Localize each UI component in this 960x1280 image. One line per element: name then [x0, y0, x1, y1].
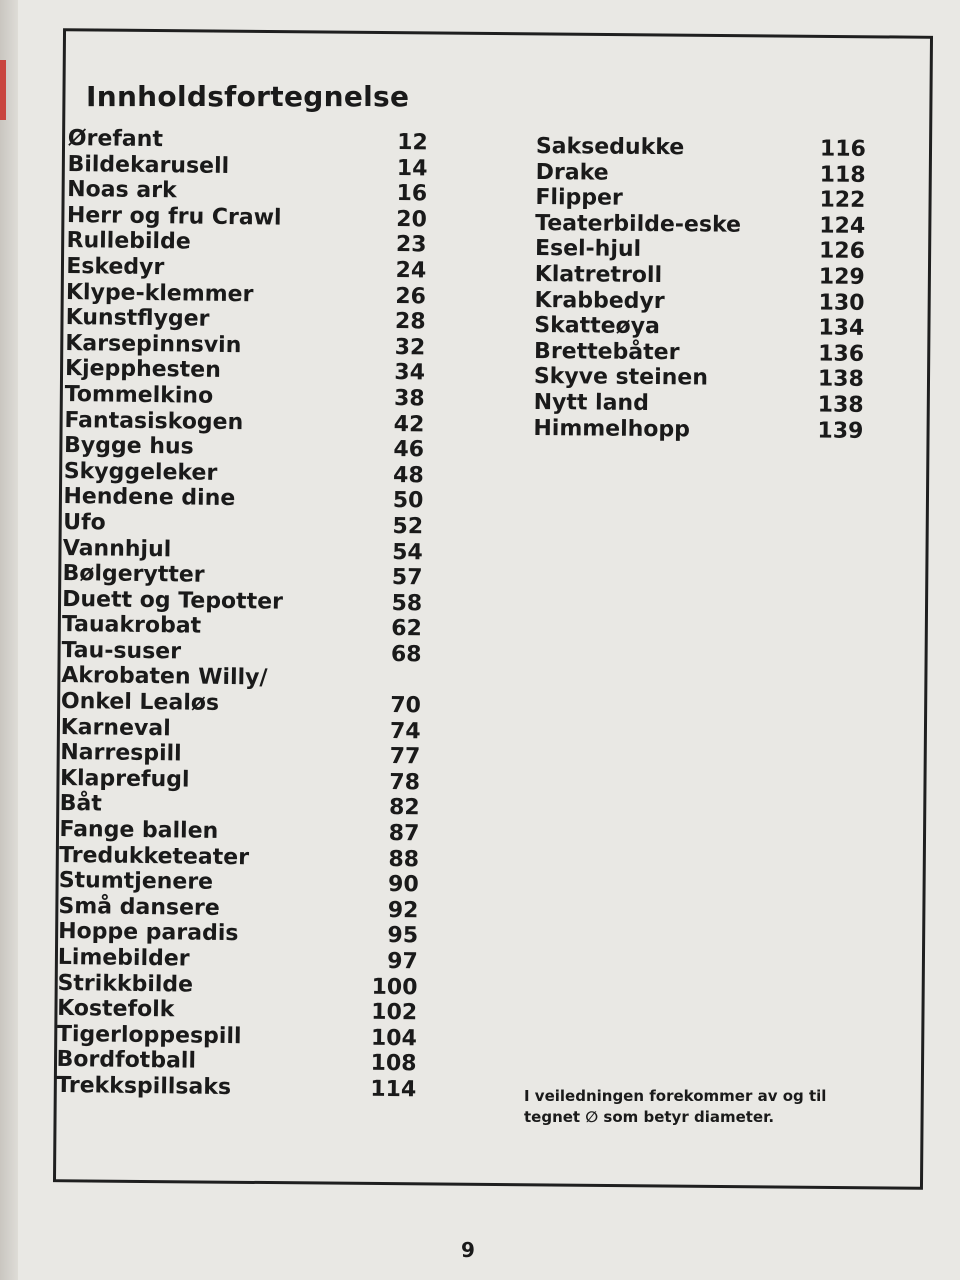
toc-entry-label: Båt: [59, 791, 103, 817]
note-line-2: tegnet ∅ som betyr diameter.: [524, 1108, 775, 1126]
toc-entry-label: Esel-hjul: [534, 236, 642, 263]
toc-entry-label: Kunstflyger: [65, 305, 210, 332]
toc-entry-page-number: 38: [393, 385, 425, 412]
toc-entry-label: Små dansere: [58, 893, 220, 921]
toc-entry: [535, 185, 865, 213]
toc-entry-label: Onkel Lealøs: [60, 689, 220, 716]
toc-entry-label: Trekkspillsaks: [56, 1072, 232, 1101]
toc-entry-page-number: 108: [370, 1051, 417, 1077]
toc-entry-page-number: 57: [391, 565, 423, 591]
toc-entry: [536, 134, 866, 162]
toc-entry-label: Tigerloppespill: [56, 1021, 242, 1049]
toc-entry: [536, 160, 866, 188]
toc-entry-label: Kjepphesten: [64, 356, 221, 384]
toc-entry: [535, 211, 865, 239]
toc-entry: [535, 236, 865, 264]
toc-entry-page-number: 92: [387, 897, 419, 924]
toc-entry-page-number: 24: [395, 257, 427, 284]
toc-entry-label: Klatretroll: [534, 261, 663, 289]
toc-entry-page-number: 77: [389, 744, 421, 770]
toc-entry-label: Tau-suser: [61, 637, 182, 665]
toc-entry-page-number: 20: [396, 206, 428, 233]
toc-entry-page-number: 34: [394, 360, 426, 386]
toc-entry-page-number: 139: [817, 417, 864, 444]
toc-entry-label: Skatteøya: [534, 313, 661, 340]
toc-title: Innholdsfortegnelse: [86, 80, 410, 113]
toc-entry-page-number: 16: [396, 181, 428, 207]
toc-entry-page-number: 90: [387, 872, 419, 898]
toc-entry-label: Bygge hus: [63, 433, 194, 460]
toc-entry-label: Tredukketeater: [58, 842, 250, 870]
toc-entry-label: Vannhjul: [62, 535, 172, 562]
toc-entry-page-number: 129: [818, 264, 865, 290]
toc-entry-label: Kostefolk: [57, 996, 175, 1023]
toc-entry-page-number: 23: [395, 232, 427, 258]
toc-entry: [534, 364, 864, 392]
toc-entry-label: Hendene dine: [63, 484, 236, 512]
toc-entry-label: Tauakrobat: [61, 612, 202, 639]
toc-entry-label: Eskedyr: [66, 253, 165, 281]
toc-entry-label: Ufo: [63, 509, 106, 536]
toc-entry-page-number: 100: [371, 974, 418, 1000]
toc-entry-page-number: [373, 686, 421, 687]
toc-entry-page-number: 122: [819, 187, 866, 214]
toc-entry-page-number: 46: [393, 437, 425, 463]
toc-entry-page-number: 95: [387, 923, 419, 949]
toc-entry-label: Strikkbilde: [57, 970, 194, 998]
toc-entry-label: Tommelkino: [64, 381, 214, 409]
note-line-1: I veiledningen forekommer av og til: [524, 1087, 827, 1105]
book-page: [18, 0, 960, 1280]
toc-entry-label: Duett og Tepotter: [62, 586, 284, 615]
toc-entry-label: Karneval: [60, 714, 171, 741]
toc-entry-page-number: 124: [819, 213, 866, 239]
toc-entry-label: Saksedukke: [535, 134, 685, 161]
toc-entry-page-number: 32: [394, 334, 426, 361]
toc-entry: [534, 288, 864, 316]
toc-entry-page-number: 126: [818, 238, 866, 265]
toc-entry: [534, 313, 864, 341]
toc-entry-page-number: 54: [392, 539, 423, 565]
toc-entry: [534, 339, 864, 367]
toc-entry: [60, 766, 420, 796]
diameter-note: [524, 1086, 854, 1128]
toc-entry-page-number: 68: [390, 641, 422, 668]
toc-entry-page-number: 48: [392, 462, 424, 489]
toc-entry-label: Fantasiskogen: [64, 407, 244, 435]
toc-entry-label: Nytt land: [533, 389, 650, 416]
toc-entry-page-number: 116: [819, 136, 866, 162]
toc-entry-page-number: 97: [387, 948, 418, 975]
toc-entry-page-number: 78: [389, 769, 421, 796]
toc-entry-page-number: 26: [395, 283, 427, 309]
toc-entry-label: Fange ballen: [59, 816, 219, 844]
toc-entry-label: Akrobaten Willy/: [61, 663, 268, 691]
toc-entry-label: Bølgerytter: [62, 561, 205, 588]
toc-entry-page-number: 50: [392, 488, 424, 514]
toc-entry-page-number: 52: [392, 513, 424, 540]
toc-entry-page-number: 138: [817, 366, 864, 393]
toc-entry-page-number: 12: [397, 130, 428, 156]
toc-entry: [56, 1073, 416, 1103]
toc-entry-label: Bildekarusell: [67, 151, 230, 179]
toc-entry-page-number: 130: [818, 290, 865, 316]
page-number: 9: [461, 1238, 475, 1262]
toc-entry-label: Karsepinnsvin: [65, 330, 242, 358]
toc-entry-page-number: 82: [388, 795, 420, 821]
toc-entry-label: Noas ark: [67, 177, 177, 204]
toc-entry-label: Stumtjenere: [58, 868, 214, 896]
toc-entry-label: Bordfotball: [56, 1047, 197, 1075]
adjacent-page-red-mark: [0, 60, 6, 120]
toc-entry: [63, 484, 423, 514]
toc-entry: [533, 416, 863, 444]
toc-entry-label: Klaprefugl: [59, 765, 190, 793]
toc-entry: [535, 262, 865, 290]
toc-entry-label: Krabbedyr: [534, 287, 665, 314]
toc-entry-label: Himmelhopp: [533, 415, 691, 442]
toc-entry-page-number: 42: [393, 411, 425, 437]
toc-entry-page-number: 102: [371, 999, 418, 1026]
toc-entry-label: Flipper: [535, 185, 623, 211]
toc-entry-page-number: 70: [390, 693, 422, 719]
toc-entry-page-number: 138: [817, 392, 864, 418]
toc-entry-page-number: 74: [389, 718, 421, 745]
toc-entry-label: Limebilder: [57, 944, 190, 972]
toc-entry-page-number: 14: [396, 155, 428, 181]
toc-entry-page-number: 114: [370, 1076, 417, 1103]
toc-entry: [534, 390, 864, 418]
toc-entry-label: Brettebåter: [533, 338, 680, 366]
toc-left-column: [56, 126, 428, 1103]
toc-entry-page-number: 118: [819, 162, 866, 188]
toc-entry-label: Ørefant: [67, 126, 164, 153]
toc-entry-label: Skyve steinen: [533, 364, 709, 391]
toc-entry-label: Klype-klemmer: [65, 279, 254, 307]
toc-entry-label: Skyggeleker: [63, 458, 218, 486]
toc-entry-page-number: 88: [388, 846, 420, 872]
toc-entry-page-number: 104: [370, 1025, 418, 1052]
toc-entry-page-number: 28: [394, 309, 426, 335]
toc-entry-label: Hoppe paradis: [58, 919, 239, 947]
toc-right-column: [533, 134, 866, 444]
toc-entry-label: Teaterbilde-eske: [535, 210, 742, 238]
toc-entry-page-number: 87: [388, 821, 420, 847]
toc-entry-page-number: 134: [818, 315, 865, 342]
toc-entry-page-number: 136: [818, 341, 865, 367]
toc-entry-label: Narrespill: [60, 740, 182, 767]
toc-entry-page-number: 58: [391, 590, 423, 617]
adjacent-page-edge: [0, 0, 18, 1280]
toc-entry-page-number: 62: [391, 616, 423, 642]
toc-entry-label: Herr og fru Crawl: [66, 202, 282, 231]
toc-entry-label: Drake: [535, 159, 609, 186]
toc-entry-label: Rullebilde: [66, 228, 191, 255]
